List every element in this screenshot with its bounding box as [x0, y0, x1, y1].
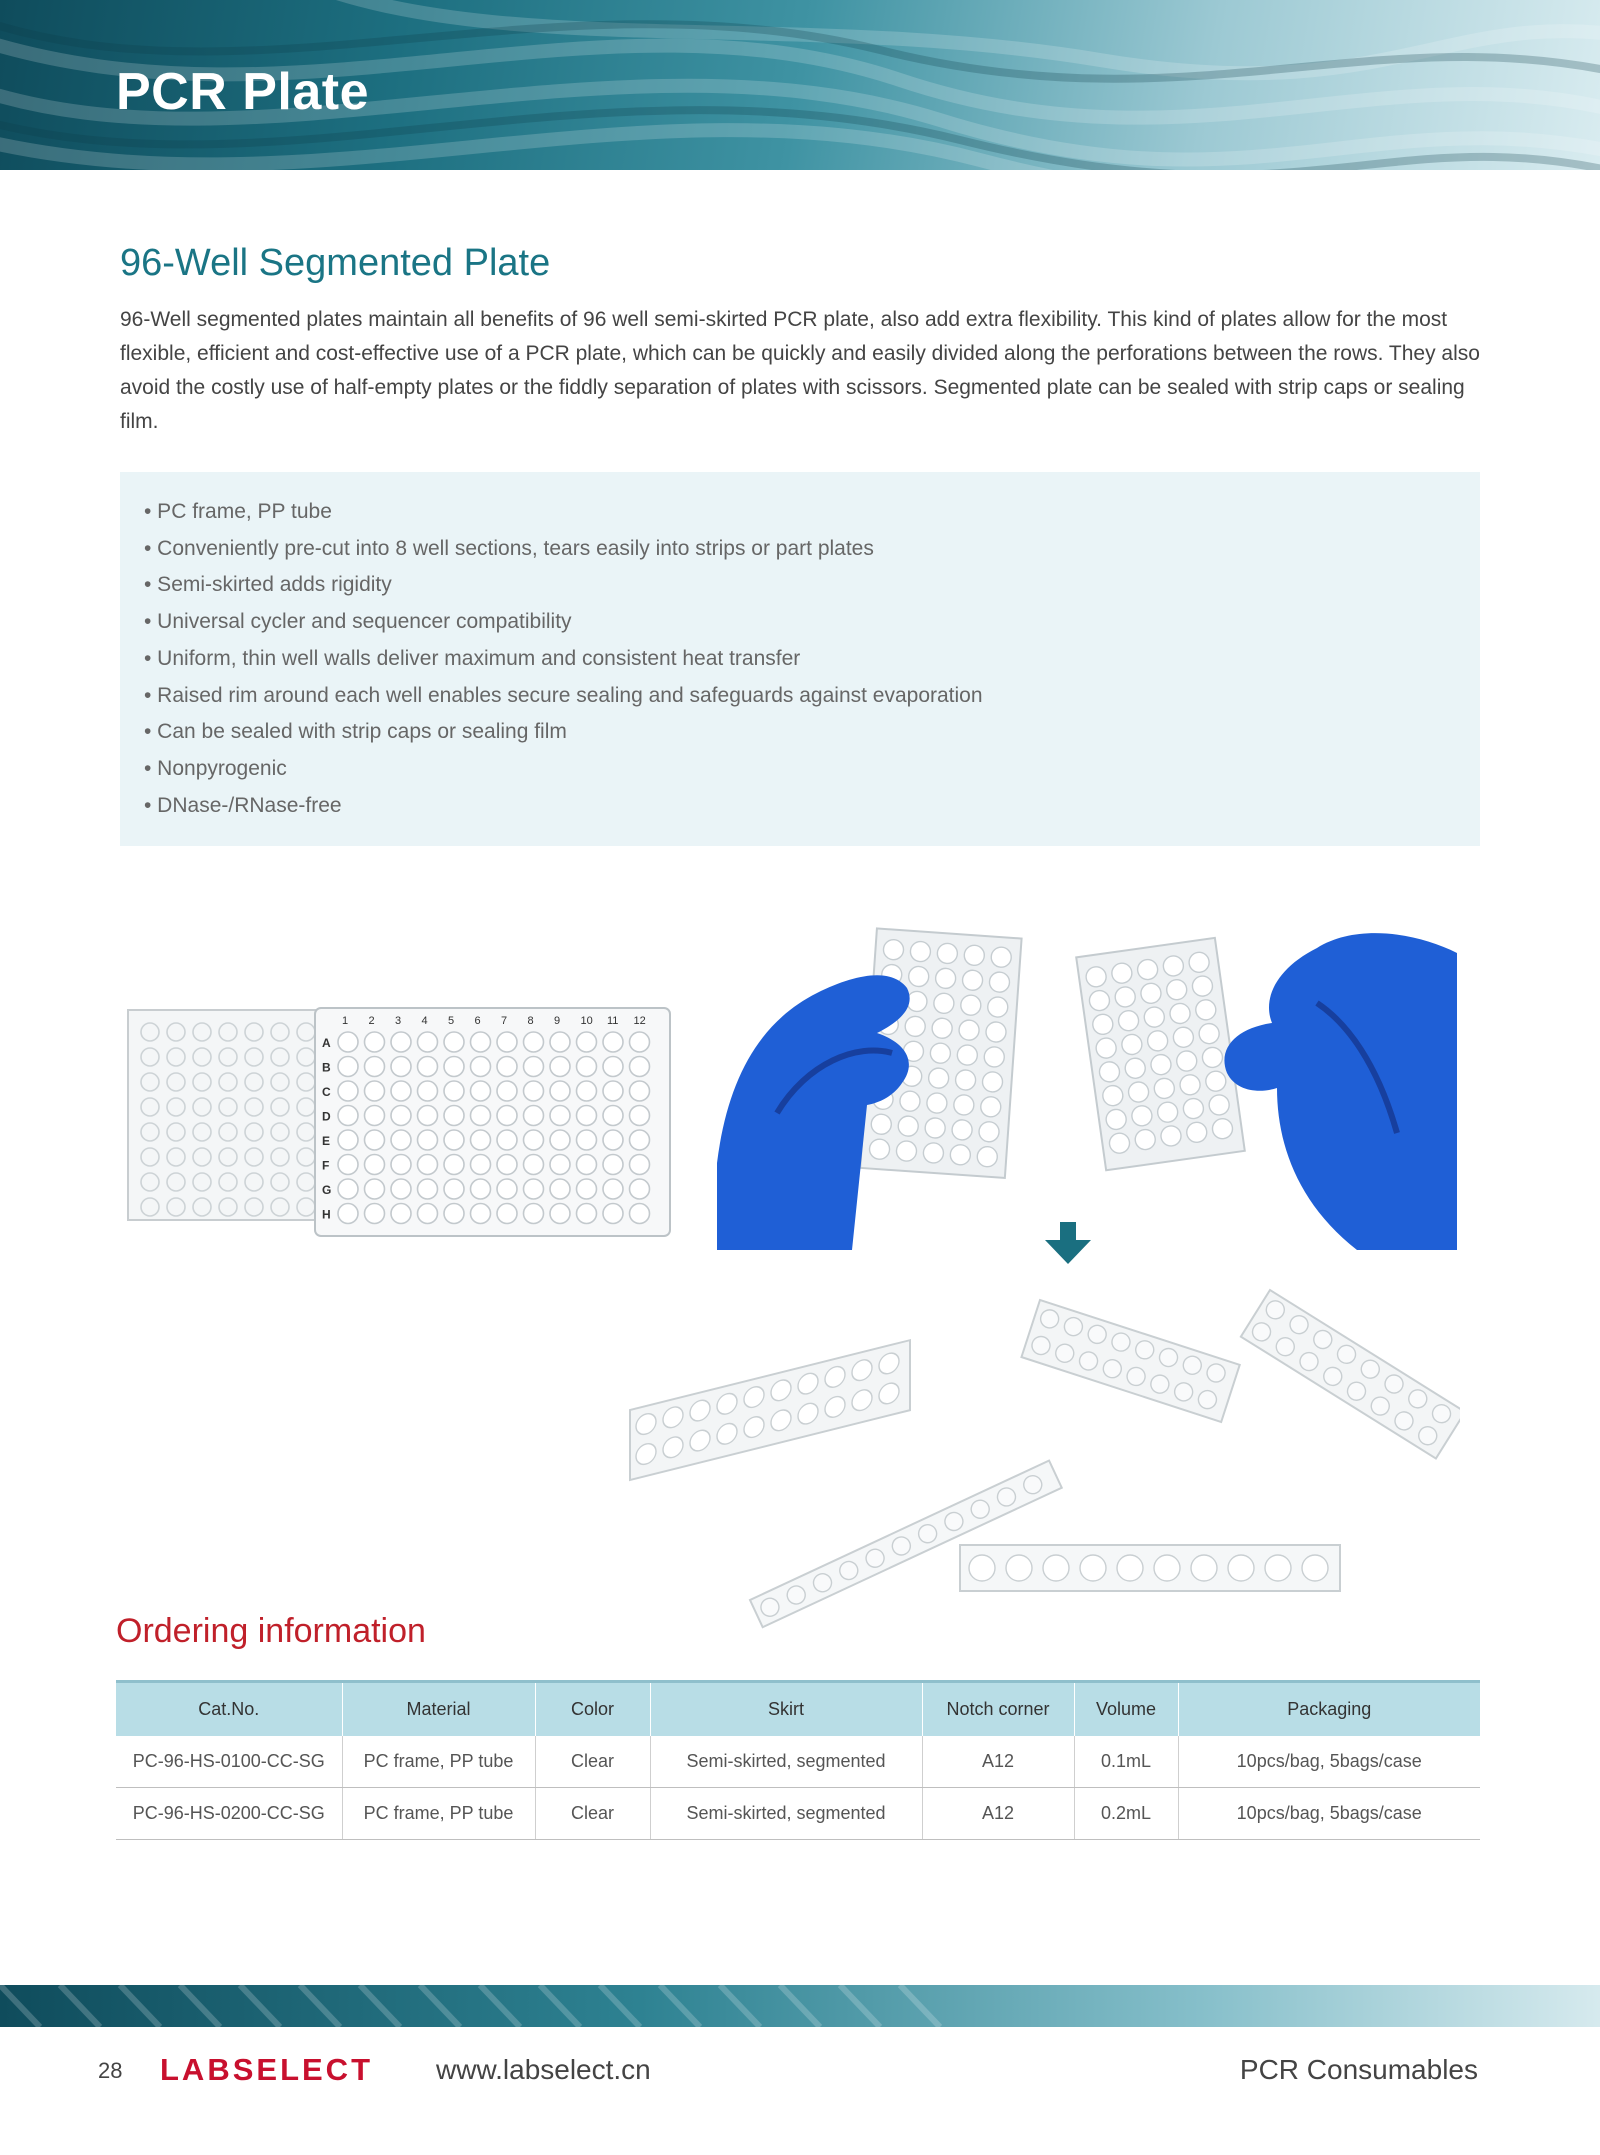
plate-column-label: 10: [580, 1015, 593, 1027]
plate-column-label: 9: [554, 1015, 561, 1027]
well: [418, 1155, 438, 1175]
well: [418, 1106, 438, 1126]
well: [338, 1032, 358, 1052]
well: [524, 1081, 544, 1101]
table-cell: Semi-skirted, segmented: [650, 1736, 922, 1788]
well: [630, 1155, 650, 1175]
table-header-row: [116, 1682, 1480, 1736]
well: [524, 1032, 544, 1052]
well: [923, 1142, 944, 1163]
page-number: 28: [98, 2058, 123, 2083]
column-header: Notch corner: [922, 1682, 1074, 1736]
well: [910, 941, 931, 962]
well: [497, 1130, 517, 1150]
well: [365, 1057, 385, 1077]
well: [985, 1021, 1006, 1042]
table-cell: Clear: [535, 1736, 650, 1788]
plate-column-label: 11: [607, 1015, 619, 1027]
well: [982, 1071, 1003, 1092]
feature-box: [120, 472, 1480, 846]
feature-item: • Universal cycler and sequencer compatibility: [144, 610, 572, 634]
well: [365, 1130, 385, 1150]
well: [418, 1032, 438, 1052]
well: [418, 1179, 438, 1199]
plate-row-label: A: [322, 1036, 331, 1050]
well: [550, 1179, 570, 1199]
well: [497, 1155, 517, 1175]
well: [365, 1155, 385, 1175]
well: [1228, 1555, 1254, 1581]
plate-row-label: D: [322, 1109, 331, 1124]
well: [444, 1081, 464, 1101]
well: [391, 1081, 411, 1101]
intro-paragraph: 96-Well segmented plates maintain all benefits of 96 well semi-skirted PCR plate, also add extra flexibility. This kind of plates allow for the most flexible, efficient and cost-effective use of a PCR plate, which can be quickly and easily divided along the perforations between the rows. They also avoid the costly use of half-empty plates or the fiddly separation of plates with scissors. Segmented plate can be sealed with strip caps or sealing film.: [120, 308, 1480, 433]
well: [365, 1204, 385, 1224]
well: [603, 1032, 623, 1052]
ordering-title: Ordering information: [116, 1612, 426, 1650]
well: [338, 1204, 358, 1224]
well: [577, 1057, 597, 1077]
well: [497, 1057, 517, 1077]
well: [497, 1106, 517, 1126]
well: [871, 1114, 892, 1135]
header-banner: [0, 0, 1600, 170]
plate-column-label: 1: [342, 1015, 349, 1027]
well: [444, 1155, 464, 1175]
well: [957, 1044, 978, 1065]
feature-item: • Can be sealed with strip caps or sealing film: [144, 720, 567, 744]
column-header: Volume: [1074, 1682, 1178, 1736]
well: [338, 1130, 358, 1150]
column-header: Skirt: [650, 1682, 922, 1736]
well: [577, 1032, 597, 1052]
ordering-table: [116, 1680, 1480, 1840]
well: [471, 1057, 491, 1077]
well: [471, 1081, 491, 1101]
well: [577, 1204, 597, 1224]
well: [444, 1106, 464, 1126]
column-header: Material: [342, 1682, 535, 1736]
well: [497, 1081, 517, 1101]
well: [937, 943, 958, 964]
well: [980, 1096, 1001, 1117]
well: [550, 1081, 570, 1101]
table-cell: A12: [922, 1736, 1074, 1788]
well: [953, 1094, 974, 1115]
well: [960, 995, 981, 1016]
well: [338, 1106, 358, 1126]
well: [550, 1204, 570, 1224]
well: [898, 1115, 919, 1136]
well: [444, 1204, 464, 1224]
well: [931, 1018, 952, 1039]
well: [524, 1155, 544, 1175]
well: [630, 1179, 650, 1199]
well: [524, 1130, 544, 1150]
well: [896, 1140, 917, 1161]
well: [365, 1032, 385, 1052]
down-arrow-icon: [1045, 1222, 1091, 1264]
page-title: PCR Plate: [116, 63, 370, 121]
column-header: Color: [535, 1682, 650, 1736]
table-cell: 10pcs/bag, 5bags/case: [1178, 1736, 1480, 1788]
well: [471, 1179, 491, 1199]
section-title: 96-Well Segmented Plate: [120, 242, 551, 284]
well: [955, 1069, 976, 1090]
well: [984, 1046, 1005, 1067]
table-cell: A12: [922, 1788, 1074, 1840]
well: [497, 1179, 517, 1199]
table-row: [116, 1736, 1480, 1788]
well: [603, 1155, 623, 1175]
well: [577, 1106, 597, 1126]
well: [524, 1204, 544, 1224]
well: [338, 1057, 358, 1077]
plate-column-label: 5: [448, 1015, 455, 1027]
well: [471, 1155, 491, 1175]
well: [958, 1019, 979, 1040]
well: [550, 1155, 570, 1175]
plate-column-label: 4: [421, 1015, 428, 1027]
plate-row-label: H: [322, 1207, 331, 1222]
well: [928, 1067, 949, 1088]
well: [1080, 1555, 1106, 1581]
segmented-plate-image: [120, 990, 680, 1250]
footer-category: PCR Consumables: [1239, 2054, 1478, 2085]
well: [969, 1555, 995, 1581]
well: [603, 1106, 623, 1126]
well: [365, 1081, 385, 1101]
hands-tearing-plate-image: [717, 913, 1457, 1250]
well: [444, 1179, 464, 1199]
well: [524, 1179, 544, 1199]
well: [338, 1179, 358, 1199]
well: [603, 1130, 623, 1150]
well: [391, 1057, 411, 1077]
well: [577, 1130, 597, 1150]
table-cell: 0.1mL: [1074, 1736, 1178, 1788]
well: [630, 1130, 650, 1150]
well: [550, 1057, 570, 1077]
well: [630, 1057, 650, 1077]
well: [950, 1144, 971, 1165]
well: [933, 993, 954, 1014]
well: [935, 968, 956, 989]
well: [978, 1121, 999, 1142]
well: [630, 1081, 650, 1101]
well: [924, 1117, 945, 1138]
well: [365, 1179, 385, 1199]
feature-item: • Raised rim around each well enables secure sealing and safeguards against evaporation: [144, 683, 983, 707]
well: [444, 1057, 464, 1077]
table-cell: PC-96-HS-0200-CC-SG: [116, 1788, 342, 1840]
well: [1117, 1555, 1143, 1581]
feature-item: • Uniform, thin well walls deliver maximum and consistent heat transfer: [144, 646, 801, 670]
well: [418, 1204, 438, 1224]
well: [1006, 1555, 1032, 1581]
plate-row-label: G: [322, 1183, 332, 1197]
well: [391, 1032, 411, 1052]
table-cell: Clear: [535, 1788, 650, 1840]
well: [471, 1106, 491, 1126]
well: [1265, 1555, 1291, 1581]
feature-item: • Conveniently pre-cut into 8 well sections, tears easily into strips or part plates: [144, 536, 874, 560]
table-cell: 10pcs/bag, 5bags/case: [1178, 1788, 1480, 1840]
table-cell: PC-96-HS-0100-CC-SG: [116, 1736, 342, 1788]
well: [905, 1016, 926, 1037]
well: [444, 1130, 464, 1150]
well: [524, 1106, 544, 1126]
well: [338, 1081, 358, 1101]
well: [550, 1106, 570, 1126]
well: [550, 1130, 570, 1150]
well: [630, 1032, 650, 1052]
logo-text: LABSELECT: [160, 2052, 373, 2085]
well: [418, 1081, 438, 1101]
well: [577, 1081, 597, 1101]
labselect-logo: [160, 2051, 386, 2085]
well: [471, 1204, 491, 1224]
plate-row-label: C: [322, 1085, 331, 1099]
column-header: Packaging: [1178, 1682, 1480, 1736]
well: [603, 1057, 623, 1077]
well: [630, 1106, 650, 1126]
well: [1302, 1555, 1328, 1581]
well: [987, 996, 1008, 1017]
plate-column-label: 8: [527, 1015, 534, 1027]
well: [418, 1130, 438, 1150]
well: [497, 1032, 517, 1052]
table-cell: Semi-skirted, segmented: [650, 1788, 922, 1840]
feature-item: • Semi-skirted adds rigidity: [144, 573, 392, 597]
feature-item: • DNase-/RNase-free: [144, 793, 342, 817]
well: [391, 1106, 411, 1126]
well: [883, 939, 904, 960]
well: [497, 1204, 517, 1224]
plate-row-label: F: [322, 1158, 330, 1173]
well: [603, 1179, 623, 1199]
well: [991, 947, 1012, 968]
plate-column-label: 6: [474, 1015, 481, 1027]
well: [338, 1155, 358, 1175]
well: [964, 945, 985, 966]
well: [930, 1043, 951, 1064]
feature-list: [144, 494, 1456, 824]
well: [908, 966, 929, 987]
plate-column-label: 2: [368, 1015, 375, 1027]
plate-row-label: E: [322, 1134, 331, 1148]
well: [418, 1057, 438, 1077]
well: [471, 1032, 491, 1052]
well: [391, 1179, 411, 1199]
column-header: Cat.No.: [116, 1682, 342, 1736]
well: [577, 1155, 597, 1175]
well: [577, 1179, 597, 1199]
table-cell: PC frame, PP tube: [342, 1788, 535, 1840]
well: [391, 1130, 411, 1150]
feature-item: • Nonpyrogenic: [144, 756, 287, 780]
website-url[interactable]: www.labselect.cn: [436, 2054, 651, 2085]
well: [962, 970, 983, 991]
well: [951, 1119, 972, 1140]
plate-row-label: B: [322, 1060, 331, 1075]
table-cell: 0.2mL: [1074, 1788, 1178, 1840]
well: [630, 1204, 650, 1224]
well: [1043, 1555, 1069, 1581]
well: [471, 1130, 491, 1150]
well: [1191, 1555, 1217, 1581]
separated-strips-image: [620, 1280, 1460, 1635]
well: [550, 1032, 570, 1052]
well: [869, 1139, 890, 1160]
well: [391, 1155, 411, 1175]
well: [906, 991, 927, 1012]
plate-column-label: 3: [395, 1015, 402, 1027]
well: [603, 1204, 623, 1224]
well: [444, 1032, 464, 1052]
footer-band: [0, 1985, 1600, 2027]
plate-column-label: 12: [633, 1015, 646, 1027]
well: [989, 971, 1010, 992]
table-cell: PC frame, PP tube: [342, 1736, 535, 1788]
well: [899, 1091, 920, 1112]
well: [926, 1092, 947, 1113]
well: [524, 1057, 544, 1077]
feature-item: • PC frame, PP tube: [144, 500, 332, 523]
table-row: [116, 1788, 1480, 1840]
well: [365, 1106, 385, 1126]
well: [391, 1204, 411, 1224]
well: [977, 1146, 998, 1167]
plate-column-label: 7: [501, 1015, 508, 1027]
well: [1154, 1555, 1180, 1581]
well: [603, 1081, 623, 1101]
